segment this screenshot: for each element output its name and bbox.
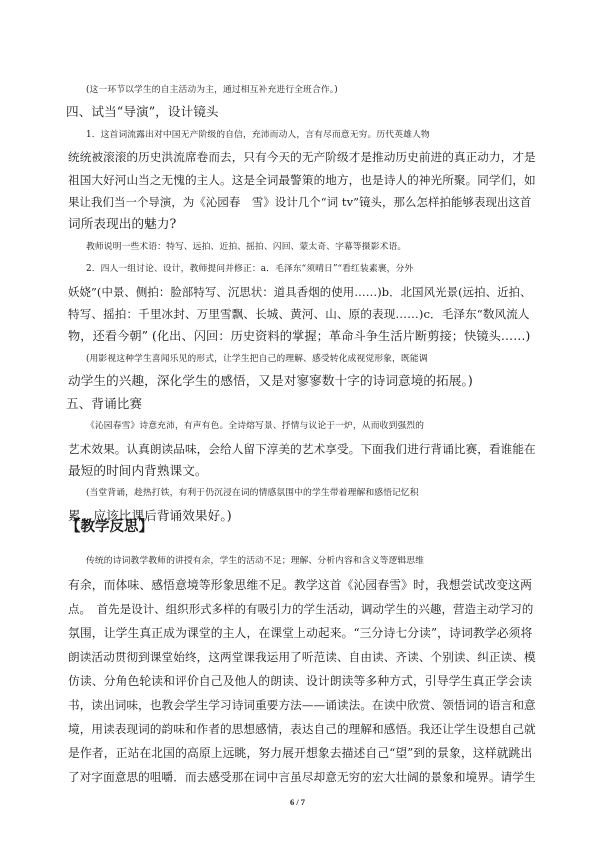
paragraph-line: 点。 首先是设计、组织形式多样的有吸引力的学生活动，调动学生的兴趣，营造主动学习的	[68, 602, 534, 616]
paragraph-line: 祖国大好河山当之无愧的主人。这是全词最警策的地方，也是诗人的神光所聚。同学们，如	[68, 173, 536, 187]
reflection-heading: 【教学反思】	[66, 519, 153, 535]
paragraph-line: 了对字面意思的咀嚼．而去感受那在词中言虽尽却意无穷的宏大壮阔的景象和境界。请学生	[68, 770, 536, 784]
paragraph-line: 教师说明一些术语：特写、远拍、近拍、摇拍、闪回、蒙太奇、字幕等摄影术语。	[86, 242, 407, 252]
section-heading: 四、试当“导演”，设计镜头	[66, 104, 219, 119]
paragraph-line: 统统被滚滚的历史洪流席卷而去，只有今天的无产阶级才是推动历史前进的真正动力，才是	[68, 150, 536, 164]
note-paragraph: 动学生的兴趣，深化学生的感悟，又是对寥寥数十字的诗词意境的拓展。)	[68, 373, 473, 388]
paragraph-line: 仿读、分角色轮读和评价自己及他人的朗读、设计朗读等多种方式，引导学生真正学会读	[68, 674, 532, 688]
paragraph-line: 境，用读表现词的韵味和作者的思想感情，表达自己的理解和感悟。我还让学生设想自己就	[68, 722, 536, 736]
note-paragraph: (这一环节以学生的自主活动为主，通过相互补充进行全班合作。)	[86, 85, 338, 95]
paragraph-line: 氛围，让学生真正成为课堂的主人，在课堂上动起来。“三分诗七分读”，诗词教学必须将	[68, 626, 533, 640]
page-number: 6 / 7	[289, 797, 306, 807]
paragraph-line: 1．这首词流露出对中国无产阶级的自信，充沛而动人，言有尽而意无穷。历代英雄人物	[86, 130, 430, 140]
note-paragraph: (当堂背诵，趁热打铁，有利于仍沉浸在词的情感氛围中的学生带着理解和感悟记忆积	[86, 488, 419, 498]
paragraph-line: 最短的时间内背熟课文。	[68, 463, 208, 478]
paragraph-line: 果让我们当一个导演，为《沁园春 雪》设计几个“词 tv”镜头，那么怎样拍能够表现出这首	[68, 195, 532, 209]
paragraph-line: 妖娆”(中景、侧拍：脸部特写、沉思状：道具香烟的使用……)b．北国风光景(远拍、近拍、	[68, 285, 532, 299]
paragraph-line: 物，还看今朝” (化出、闪回：历史资料的掌握；革命斗争生活片断剪接；快镜头……)	[68, 329, 531, 343]
paragraph-line: 传统的诗词教学教师的讲授有余，学生的活动不足；理解、分析内容和含义等逻辑思维	[86, 556, 425, 566]
paragraph-line: 是作者，正站在北国的高原上远眺，努力展开想象去描述自己“望”到的景象，这样就跳出	[68, 746, 533, 760]
section-heading: 五、背诵比赛	[66, 396, 143, 411]
paragraph-line: 特写、摇拍：千里冰封、万里雪飘、长城、黄河、山、原的表现……)c．毛泽东“数风流人	[68, 307, 530, 321]
paragraph-line: 有余，而体味、感悟意境等形象思维不足。教学这首《沁园春雪》时，我想尝试改变这两	[68, 578, 532, 592]
paragraph-line: 《沁园春雪》诗意充沛，有声有色。全诗熔写景、抒情与议论于一炉，从而收到强烈的	[86, 421, 425, 431]
note-paragraph: (用影视这种学生喜闻乐见的形式，让学生把自己的理解、感受转化成视觉形象，既能调	[86, 354, 428, 364]
paragraph-line: 朗读活动贯彻到课堂始终，这两堂课我运用了听范读、自由读、齐读、个别读、纠正读、模	[68, 650, 536, 664]
note-paragraph: 累，应该比课后背诵效果好。)	[68, 508, 232, 523]
paragraph-line: 2．四人一组讨论、设计，教师提问并修正：a．毛泽东“须晴日”“看红装素裹，分外	[86, 264, 414, 274]
paragraph-line: 词所表现出的魅力?	[68, 216, 177, 231]
paragraph-line: 书，读出词味，也教会学生学习诗词重要方法——诵读法。在读中欣赏、领悟词的语言和意	[68, 698, 536, 712]
paragraph-line: 艺术效果。认真朗读品味，会给人留下淳美的艺术享受。下面我们进行背诵比赛，看谁能在	[68, 442, 536, 456]
